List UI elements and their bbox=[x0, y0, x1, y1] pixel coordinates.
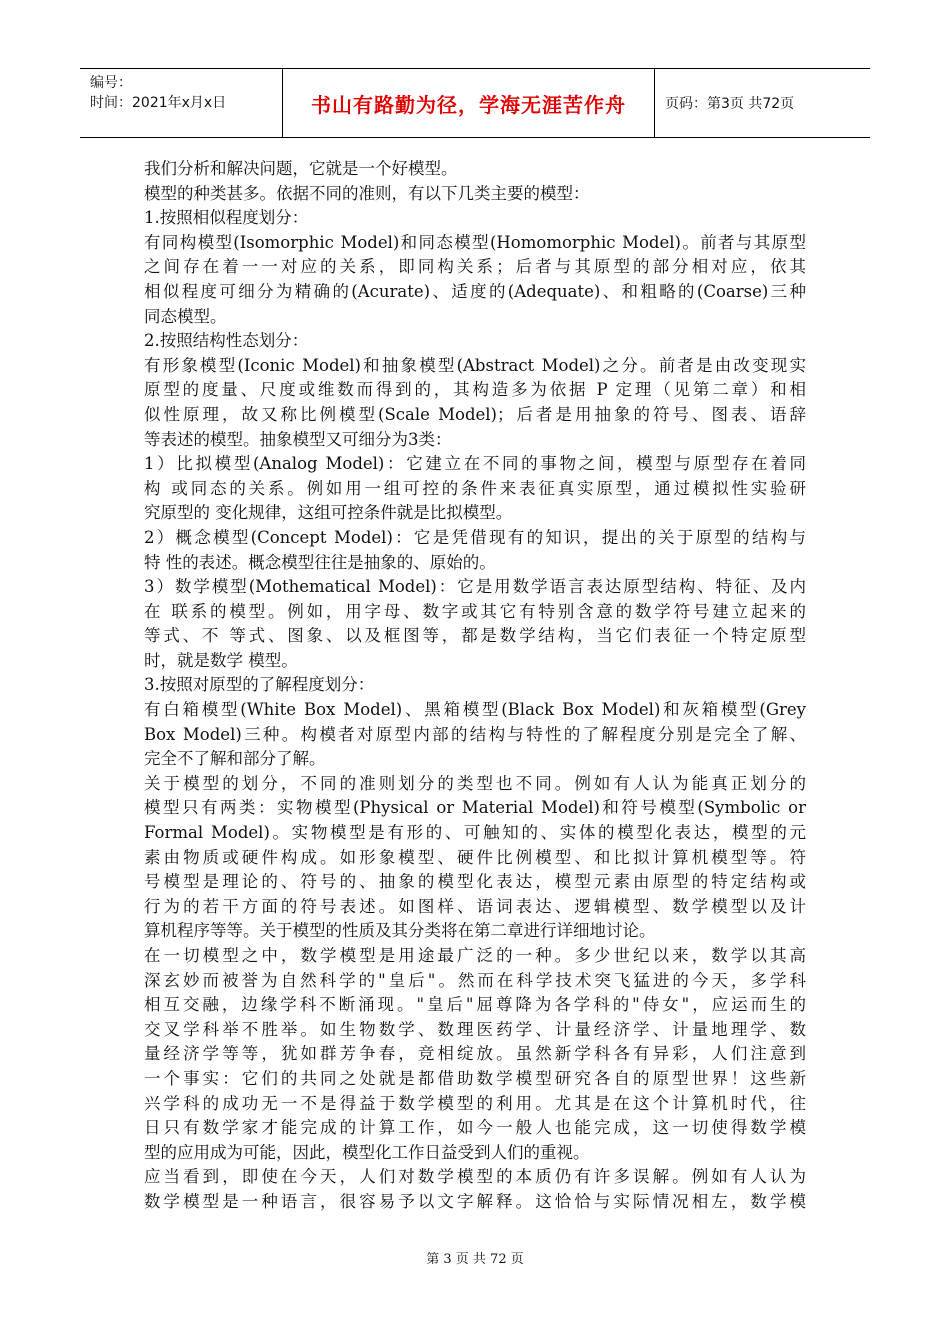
text-line: 2.按照结构性态划分： bbox=[144, 331, 309, 351]
header-motto: 书山有路勤为径，学海无涯苦作舟 bbox=[283, 69, 655, 137]
text-line: 素由物质或硬件构成。如形象模型、硬件比例模型、和比拟计算机模型等。符 bbox=[144, 847, 806, 867]
text-line: 型的应用成为可能，因此，模型化工作日益受到人们的重视。 bbox=[144, 1142, 590, 1162]
text-line: 模型的种类甚多。依据不同的准则，有以下几类主要的模型： bbox=[144, 183, 590, 203]
text-line: 我们分析和解决问题，它就是一个好模型。 bbox=[144, 159, 458, 178]
text-line: 特 性的表述。概念模型往往是抽象的、原始的。 bbox=[144, 552, 496, 572]
text-line: 一个事实：它们的共同之处就是都借助数学模型研究各自的原型世界！这些新 bbox=[144, 1068, 806, 1088]
header-time-label: 时间：2021年x月x日 bbox=[90, 95, 227, 111]
text-line: 相似程度可细分为精确的(Acurate)、适度的(Adequate)、和粗略的(Coarse)三种 bbox=[144, 281, 806, 301]
header-number-label: 编号： bbox=[90, 75, 132, 91]
text-line: 之间存在着一一对应的关系，即同构关系；后者与其原型的部分相对应，依其 bbox=[144, 257, 806, 277]
text-line: 行为的若干方面的符号表述。如图样、语词表达、逻辑模型、数学模型以及计 bbox=[144, 896, 806, 916]
header-page-info: 页码：第3页 共72页 bbox=[665, 96, 795, 112]
text-line: 量经济学等等，犹如群芳争春，竞相绽放。虽然新学科各有异彩，人们注意到 bbox=[144, 1044, 806, 1064]
text-line: 有白箱模型(White Box Model)、黑箱模型(Black Box Model)和灰箱模型(Grey bbox=[144, 700, 806, 720]
text-line: 2）概念模型(Concept Model)：它是凭借现有的知识，提出的关于原型的结构与 bbox=[144, 527, 806, 547]
text-line: 日只有数学家才能完成的计算工作，如今一般人也能完成，这一切使得数学模 bbox=[144, 1118, 806, 1138]
text-line: Box Model)三种。构模者对原型内部的结构与特性的了解程度分别是完全了解、 bbox=[144, 724, 806, 744]
text-line: 相互交融，边缘学科不断涌现。"皇后"屈尊降为各学科的"侍女"，应运而生的 bbox=[144, 995, 806, 1015]
text-line: 深玄妙而被誉为自然科学的"皇后"。然而在科学技术突飞猛进的今天，多学科 bbox=[144, 970, 806, 990]
text-line: 兴学科的成功无一不是得益于数学模型的利用。尤其是在这个计算机时代，往 bbox=[144, 1093, 806, 1113]
page-header bbox=[80, 68, 870, 138]
text-line: 3）数学模型(Mothematical Model)：它是用数学语言表达原型结构、特征、及内 bbox=[144, 577, 806, 597]
text-line: 在 联系的模型。例如，用字母、数字或其它有特别含意的数学符号建立起来的 bbox=[144, 601, 806, 621]
text-line: 3.按照对原型的了解程度划分： bbox=[144, 675, 375, 695]
text-line: 等式、不 等式、图象、以及框图等，都是数学结构，当它们表征一个特定原型 bbox=[144, 626, 806, 646]
text-line: 号模型是理论的、符号的、抽象的模型化表达，模型元素由原型的特定结构或 bbox=[144, 872, 806, 892]
text-line: 1）比拟模型(Analog Model)：它建立在不同的事物之间，模型与原型存在着同 bbox=[144, 454, 806, 474]
text-line: 模型只有两类：实物模型(Physical or Material Model)和符号模型(Symbolic or bbox=[144, 798, 806, 818]
header-meta bbox=[80, 69, 283, 137]
text-line: 应当看到，即使在今天，人们对数学模型的本质仍有许多误解。例如有人认为 bbox=[144, 1167, 806, 1187]
text-line: 等表述的模型。抽象模型又可细分为3类： bbox=[144, 429, 452, 449]
text-line: 1.按照相似程度划分： bbox=[144, 208, 309, 228]
text-line: 交叉学科举不胜举。如生物数学、数理医药学、计量经济学、计量地理学、数 bbox=[144, 1019, 806, 1039]
text-line: 关于模型的划分，不同的准则划分的类型也不同。例如有人认为能真正划分的 bbox=[144, 773, 806, 793]
text-line: 算机程序等等。关于模型的性质及其分类将在第二章进行详细地讨论。 bbox=[144, 921, 656, 941]
text-line: 似性原理，故又称比例模型(Scale Model)；后者是用抽象的符号、图表、语辞 bbox=[144, 404, 806, 424]
text-line: 构 或同态的关系。例如用一组可控的条件来表征真实原型，通过模拟性实验研 bbox=[144, 478, 806, 498]
text-line: 在一切模型之中，数学模型是用途最广泛的一种。多少世纪以来，数学以其高 bbox=[144, 946, 806, 965]
text-line: 有形象模型(Iconic Model)和抽象模型(Abstract Model)之分。前者是由改变现实 bbox=[144, 355, 806, 375]
text-line: Formal Model)。实物模型是有形的、可触知的、实体的模型化表达，模型的元 bbox=[144, 823, 806, 843]
text-line: 究原型的 变化规律，这组可控条件就是比拟模型。 bbox=[144, 503, 513, 523]
document-body bbox=[144, 157, 806, 1215]
text-line: 数学模型是一种语言，很容易予以文字解释。这恰恰与实际情况相左，数学模 bbox=[144, 1191, 806, 1211]
text-line: 原型的度量、尺度或维数而得到的，其构造多为依据 P 定理（见第二章）和相 bbox=[144, 380, 806, 400]
page-footer: 第 3 页 共 72 页 bbox=[426, 1252, 524, 1267]
text-line: 同态模型。 bbox=[144, 306, 227, 326]
text-line: 有同构模型(Isomorphic Model)和同态模型(Homomorphic Model)。前者与其原型 bbox=[144, 232, 806, 252]
text-line: 时，就是数学 模型。 bbox=[144, 650, 298, 670]
text-line: 完全不了解和部分了解。 bbox=[144, 749, 326, 769]
